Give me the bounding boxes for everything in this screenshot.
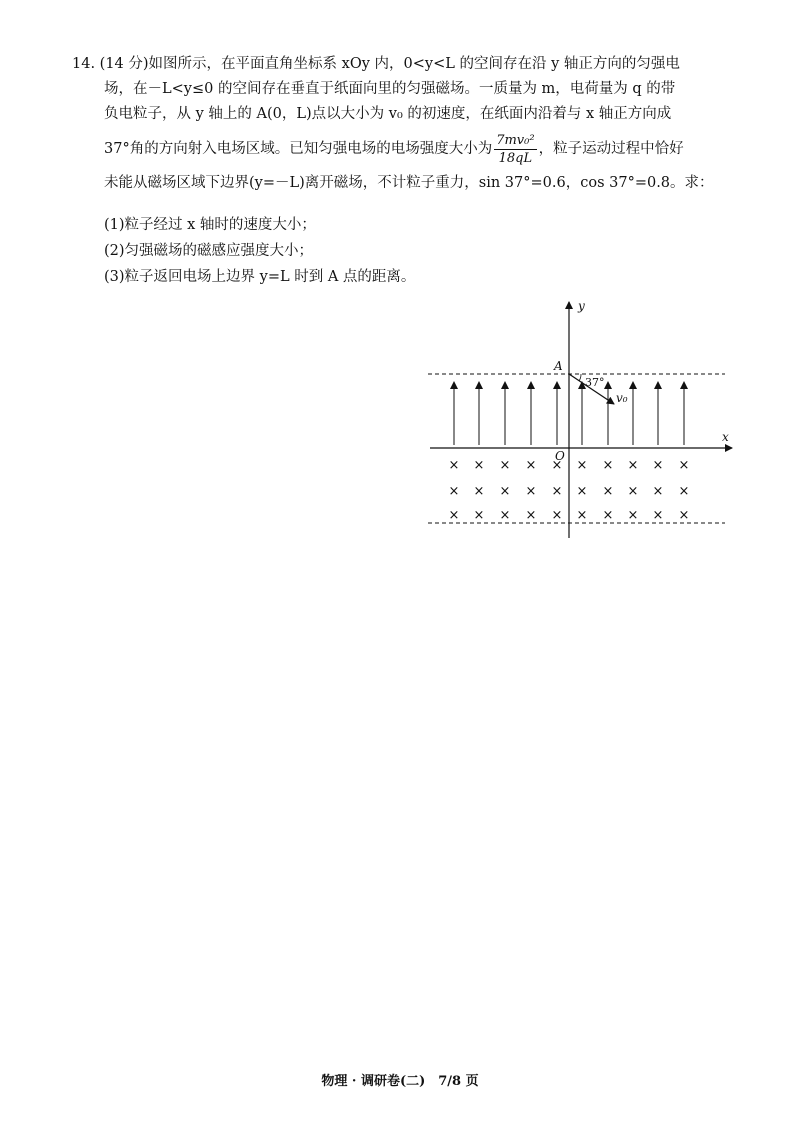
angle-arc	[579, 374, 581, 381]
cross-mark: ×	[473, 484, 485, 499]
cross-mark: ×	[499, 508, 511, 523]
cross-mark: ×	[551, 508, 563, 523]
page-footer: 物理 · 调研卷(二) 7/8 页	[321, 1074, 479, 1089]
cross-mark: ×	[551, 458, 563, 473]
problem-statement	[72, 52, 732, 196]
cross-mark: ×	[678, 508, 690, 523]
cross-mark: ×	[473, 458, 485, 473]
problem-line-3: 负电粒子，从 y 轴上的 A(0，L)点以大小为 v₀ 的初速度，在纸面内沿着与 x 轴正方向成	[104, 106, 672, 122]
problem-line-4-after: ，粒子运动过程中恰好	[538, 141, 684, 157]
cross-mark: ×	[448, 458, 460, 473]
question-1: (1)粒子经过 x 轴时的速度大小；	[104, 217, 316, 233]
cross-mark: ×	[499, 458, 511, 473]
cross-mark: ×	[551, 484, 563, 499]
problem-line-4	[72, 127, 732, 171]
cross-mark: ×	[473, 508, 485, 523]
question-3: (3)粒子返回电场上边界 y=L 时到 A 点的距离。	[104, 269, 416, 285]
velocity-label: v₀	[616, 391, 628, 405]
cross-mark: ×	[678, 484, 690, 499]
cross-mark: ×	[652, 508, 664, 523]
cross-mark: ×	[652, 458, 664, 473]
field-diagram	[420, 298, 740, 552]
field-strength-formula	[494, 132, 536, 167]
problem-line-5: 未能从磁场区域下边界(y=－L)离开磁场，不计粒子重力，sin 37°=0.6，cos 37°=0.8。求：	[104, 175, 714, 191]
cross-mark: ×	[448, 484, 460, 499]
cross-mark: ×	[525, 508, 537, 523]
problem-line-4-before: 37°角的方向射入电场区域。已知匀强电场的电场强度大小为	[104, 141, 493, 157]
question-list	[104, 212, 415, 290]
origin-label: O	[555, 449, 565, 463]
cross-mark: ×	[525, 484, 537, 499]
cross-mark: ×	[576, 484, 588, 499]
cross-mark: ×	[602, 508, 614, 523]
cross-mark: ×	[602, 484, 614, 499]
formula-numerator: 7mv₀²	[496, 132, 535, 148]
cross-mark: ×	[576, 458, 588, 473]
question-2: (2)匀强磁场的磁感应强度大小；	[104, 243, 314, 259]
cross-mark: ×	[627, 458, 639, 473]
angle-label: 37°	[585, 376, 605, 389]
cross-mark: ×	[678, 458, 690, 473]
y-axis-label: y	[578, 299, 585, 313]
problem-line-1: 14. (14 分)如图所示，在平面直角坐标系 xOy 内，0<y<L 的空间存在沿 y 轴正方向的匀强电	[72, 56, 680, 72]
cross-mark: ×	[627, 484, 639, 499]
cross-mark: ×	[652, 484, 664, 499]
cross-mark: ×	[448, 508, 460, 523]
formula-denominator: 18qL	[498, 150, 533, 166]
point-a-label: A	[554, 359, 563, 373]
problem-line-2: 场，在－L<y≤0 的空间存在垂直于纸面向里的匀强磁场。一质量为 m，电荷量为 q 的带	[104, 81, 676, 97]
cross-mark: ×	[576, 508, 588, 523]
x-axis-label: x	[722, 430, 729, 444]
cross-mark: ×	[627, 508, 639, 523]
cross-mark: ×	[525, 458, 537, 473]
cross-mark: ×	[602, 458, 614, 473]
cross-mark: ×	[499, 484, 511, 499]
